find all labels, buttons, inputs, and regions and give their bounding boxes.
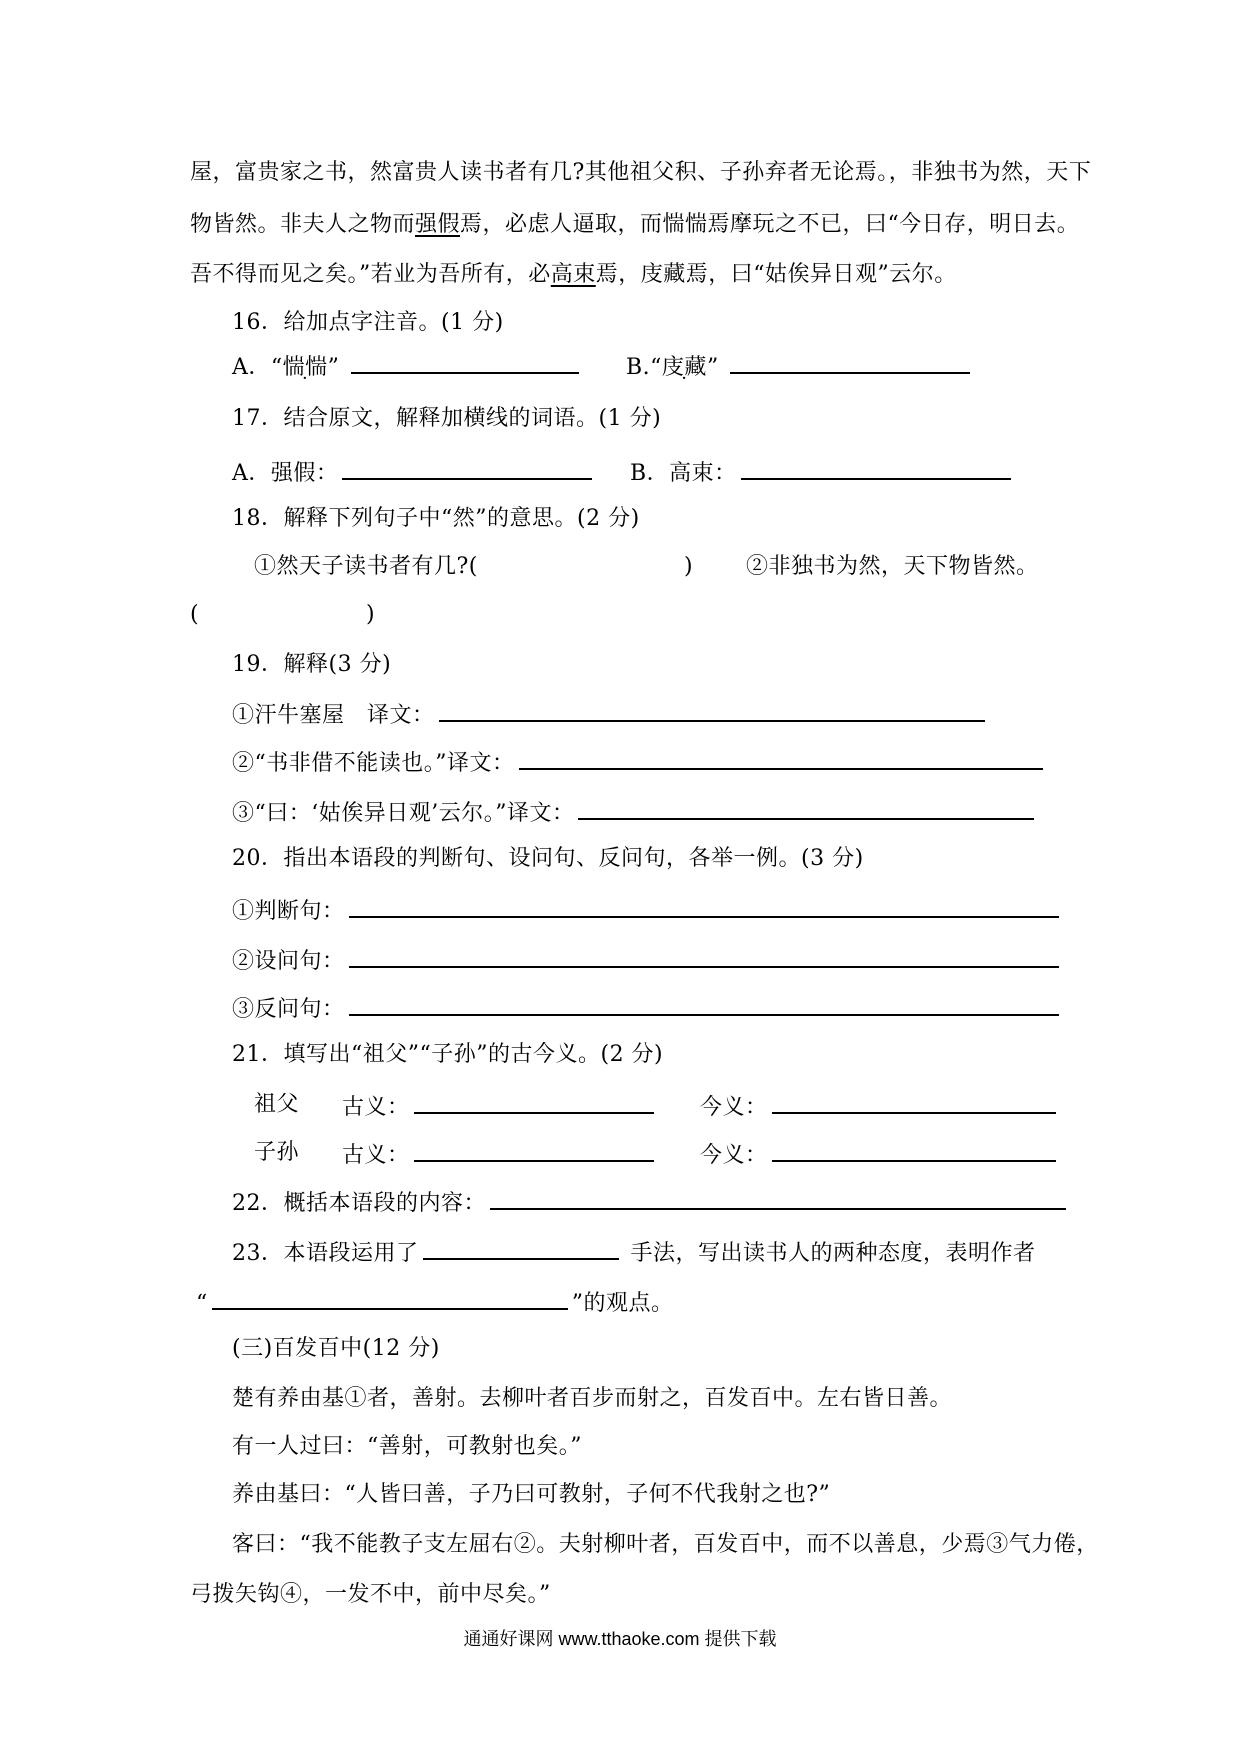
q20-i3-answer-line[interactable]	[349, 992, 1059, 1016]
q21-word-2: 子孙	[254, 1140, 300, 1165]
q23-line-2: “ ”的观点。	[196, 1286, 674, 1319]
page-footer: 通通好课网 www.tthaoke.com 提供下载	[463, 1629, 777, 1649]
q17-a-answer-line[interactable]	[342, 456, 592, 480]
section3-p2: 有一人过曰：“善射，可教射也矣。”	[232, 1434, 582, 1459]
q18-title: 18．解释下列句子中“然”的意思。(2 分)	[232, 506, 640, 531]
q20-i2: ②设问句：	[232, 944, 1063, 977]
q21-gu-2: 古义：	[342, 1138, 658, 1171]
q16-title: 16．给加点字注音。(1 分)	[232, 310, 504, 335]
dotted-word-b: 庋藏	[661, 355, 707, 380]
q19-title: 19．解释(3 分)	[232, 652, 392, 677]
q20-i1: ①判断句：	[232, 894, 1063, 927]
q19-i1: ①汗牛塞屋 译文：	[232, 698, 989, 731]
q21-jin-2: 今义：	[700, 1138, 1060, 1171]
q19-i3: ③“曰：‘姑俟异日观’云尔。”译文：	[232, 796, 1038, 829]
underlined-term-gaoshu: 高束	[550, 262, 596, 287]
passage-line-2: 物皆然。非夫人之物而强假焉，必虑人逼取，而惴惴焉摩玩之不已，曰“今日存，明日去。	[190, 212, 1080, 237]
q20-i2-answer-line[interactable]	[349, 944, 1059, 968]
q21-jin-2-answer-line[interactable]	[772, 1138, 1056, 1162]
section3-p1: 楚有养由基①者，善射。去柳叶者百步而射之，百发百中。左右皆日善。	[232, 1386, 953, 1411]
q18-s2-close: )	[366, 602, 376, 627]
q21-word-1: 祖父	[254, 1092, 300, 1117]
section3-p4: 客曰：“我不能教子支左屈右②。夫射柳叶者，百发百中，而不以善息，少焉③气力倦，	[232, 1532, 1099, 1557]
section3-title: (三)百发百中(12 分)	[232, 1336, 440, 1361]
q21-gu-2-answer-line[interactable]	[414, 1138, 654, 1162]
q18-s2-open: (	[190, 602, 200, 627]
passage-line-1: 屋，富贵家之书，然富贵人读书者有几?其他祖父积、子孙弃者无论焉。，非独书为然，天下	[190, 160, 1092, 185]
q23-viewpoint-answer-line[interactable]	[212, 1286, 568, 1310]
q20-title: 20．指出本语段的判断句、设问句、反问句，各举一例。(3 分)	[232, 846, 864, 871]
q17-a: A．强假：	[232, 456, 596, 489]
q16-b-answer-line[interactable]	[730, 350, 970, 374]
dotted-word-a: 惴惴	[282, 355, 328, 380]
underlined-term-qiangjia: 强假	[415, 212, 461, 237]
q19-i2-answer-line[interactable]	[519, 746, 1043, 770]
q20-i3: ③反问句：	[232, 992, 1063, 1025]
q22-answer-line[interactable]	[490, 1186, 1066, 1210]
q17-b-answer-line[interactable]	[741, 456, 1011, 480]
q18-s1: ①然天子读书者有几?(	[254, 554, 478, 579]
q19-i2: ②“书非借不能读也。”译文：	[232, 746, 1047, 779]
passage-line-3: 吾不得而见之矣。”若业为吾所有，必高束焉，庋藏焉，曰“姑俟异日观”云尔。	[190, 262, 957, 287]
q20-i1-answer-line[interactable]	[349, 894, 1059, 918]
q17-b: B．高束：	[630, 456, 1015, 489]
q16-a-answer-line[interactable]	[351, 350, 579, 374]
q18-s1-close: )	[684, 554, 694, 579]
section3-p5: 弓拨矢钩④，一发不中，前中尽矣。”	[190, 1582, 551, 1607]
q16-a: A．“惴惴”	[232, 350, 583, 383]
q21-gu-1-answer-line[interactable]	[414, 1090, 654, 1114]
q23-line-1: 23．本语段运用了 手法，写出读书人的两种态度，表明作者	[232, 1236, 1036, 1269]
q21-title: 21．填写出“祖父”“子孙”的古今义。(2 分)	[232, 1042, 664, 1067]
q19-i1-answer-line[interactable]	[439, 698, 985, 722]
q21-jin-1-answer-line[interactable]	[772, 1090, 1056, 1114]
q21-gu-1: 古义：	[342, 1090, 658, 1123]
q23-technique-answer-line[interactable]	[423, 1236, 619, 1260]
q19-i3-answer-line[interactable]	[578, 796, 1034, 820]
q22: 22．概括本语段的内容：	[232, 1186, 1070, 1219]
q18-s2: ②非独书为然，天下物皆然。	[746, 554, 1039, 579]
q16-b: B.“庋藏”	[626, 350, 974, 383]
section3-p3: 养由基曰：“人皆曰善，子乃曰可教射，子何不代我射之也?”	[232, 1482, 831, 1507]
q21-jin-1: 今义：	[700, 1090, 1060, 1123]
q17-title: 17．结合原文，解释加横线的词语。(1 分)	[232, 406, 662, 431]
